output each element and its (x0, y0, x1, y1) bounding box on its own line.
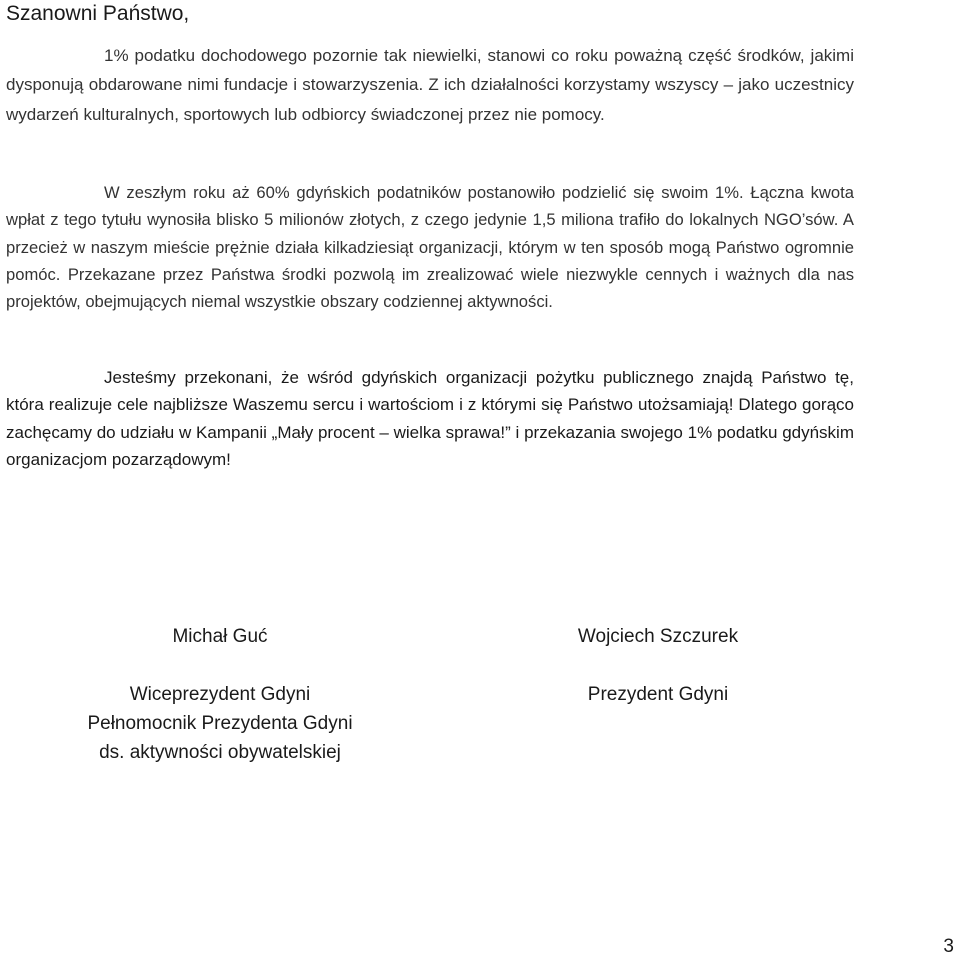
signatory-title-left-line-3: ds. aktywności obywatelskiej (99, 742, 341, 763)
paragraph-3: Jesteśmy przekonani, że wśród gdyńskich organizacji pożytku publicznego znajdą Państwo tę, która realizuje cele najbliższe Waszemu sercu i wartościom i z którymi się Państwo utożsamiają! Dlatego gorąco zachęcamy do udziału w Kampanii „Mały procent – wielka sprawa!” i przekazania swojego 1% podatku gdyńskim organizacjom pozarządowym! (6, 368, 854, 469)
signatory-name-left: Michał Guć (172, 626, 268, 647)
signature-block-right (478, 622, 838, 709)
signatory-title-left-line-2: Pełnomocnik Prezydenta Gdyni (87, 713, 353, 734)
signatory-name-right: Wojciech Szczurek (577, 626, 739, 647)
page-number: 3 (943, 936, 954, 957)
signatory-title-left-line-1: Wiceprezydent Gdyni (129, 684, 311, 705)
salutation: Szanowni Państwo, (6, 2, 190, 25)
signature-block-left (40, 622, 400, 767)
paragraph-1: 1% podatku dochodowego pozornie tak niewielki, stanowi co roku poważną część środków, jakimi dysponują obdarowane nimi fundacje i stowarzyszenia. Z ich działalności korzystamy wszyscy – jako uczestnicy wydarzeń kulturalnych, sportowych lub odbiorcy świadczonej przez nie pomocy. (6, 46, 854, 124)
signatory-title-right-line-1: Prezydent Gdyni (587, 684, 729, 705)
paragraph-2: W zeszłym roku aż 60% gdyńskich podatników postanowiło podzielić się swoim 1%. Łączna kwota wpłat z tego tytułu wynosiła blisko 5 milionów złotych, z czego jedynie 1,5 miliona trafiło do lokalnych NGO’sów. A przecież w naszym mieście prężnie działa kilkadziesiąt organizacji, którym w ten sposób mogą Państwo ogromnie pomóc. Przekazane przez Państwa środki pozwolą im zrealizować wiele niezwykle cennych i ważnych dla nas projektów, obejmujących niemal wszystkie obszary codziennej aktywności. (6, 183, 854, 312)
